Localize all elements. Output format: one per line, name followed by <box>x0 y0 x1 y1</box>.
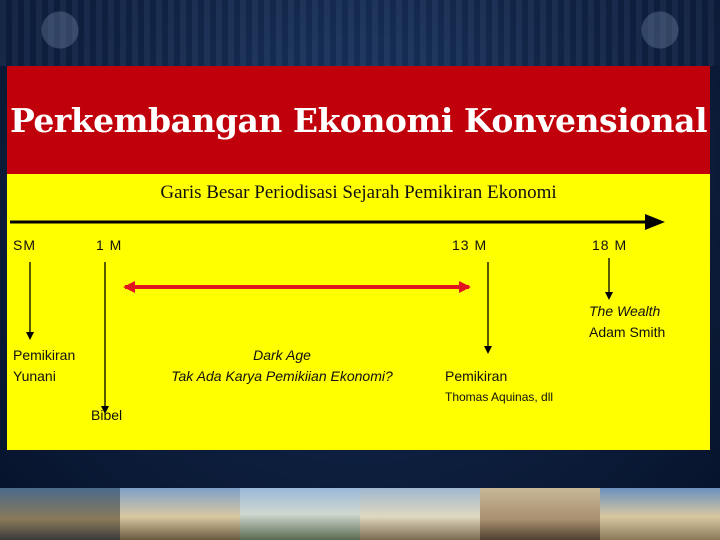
era-label-13m: 13 M <box>452 237 488 253</box>
pemikiran-yunani-line2: Yunani <box>13 368 56 384</box>
wealth-note <box>589 301 665 343</box>
main-timeline-arrowhead <box>645 214 665 230</box>
photo-mosque-3 <box>240 488 360 540</box>
bibel-note: Bibel <box>91 407 123 423</box>
timeline-subtitle: Garis Besar Periodisasi Sejarah Pemikiran Ekonomi <box>160 182 557 203</box>
dark-age-title: Dark Age <box>253 347 311 363</box>
dark-age-note <box>137 345 427 387</box>
pemikiran-yunani-note <box>13 345 75 387</box>
pemikiran-13m-note: Pemikiran <box>445 368 508 384</box>
slide-title: Perkembangan Ekonomi Konvensional <box>9 100 708 140</box>
wealth-title: The Wealth <box>589 303 661 319</box>
photo-mosque-2 <box>120 488 240 540</box>
thomas-aquinas-note: Thomas Aquinas, dll <box>445 390 554 404</box>
mosque-photo-strip <box>0 488 720 540</box>
photo-mosque-5 <box>480 488 600 540</box>
background-ornament <box>0 0 720 66</box>
photo-mosque-4 <box>360 488 480 540</box>
dark-age-description: Tak Ada Karya Pemikiian Ekonomi? <box>171 368 393 384</box>
photo-kaaba <box>0 488 120 540</box>
timeline-panel <box>7 174 710 450</box>
title-banner <box>7 66 710 174</box>
era-label-18m: 18 M <box>592 237 628 253</box>
pemikiran-yunani-line1: Pemikiran <box>13 347 76 363</box>
wealth-author: Adam Smith <box>589 324 666 340</box>
era-label-sm: SM <box>13 237 36 253</box>
photo-dome-of-rock <box>600 488 720 540</box>
era-label-1m: 1 M <box>96 237 123 253</box>
